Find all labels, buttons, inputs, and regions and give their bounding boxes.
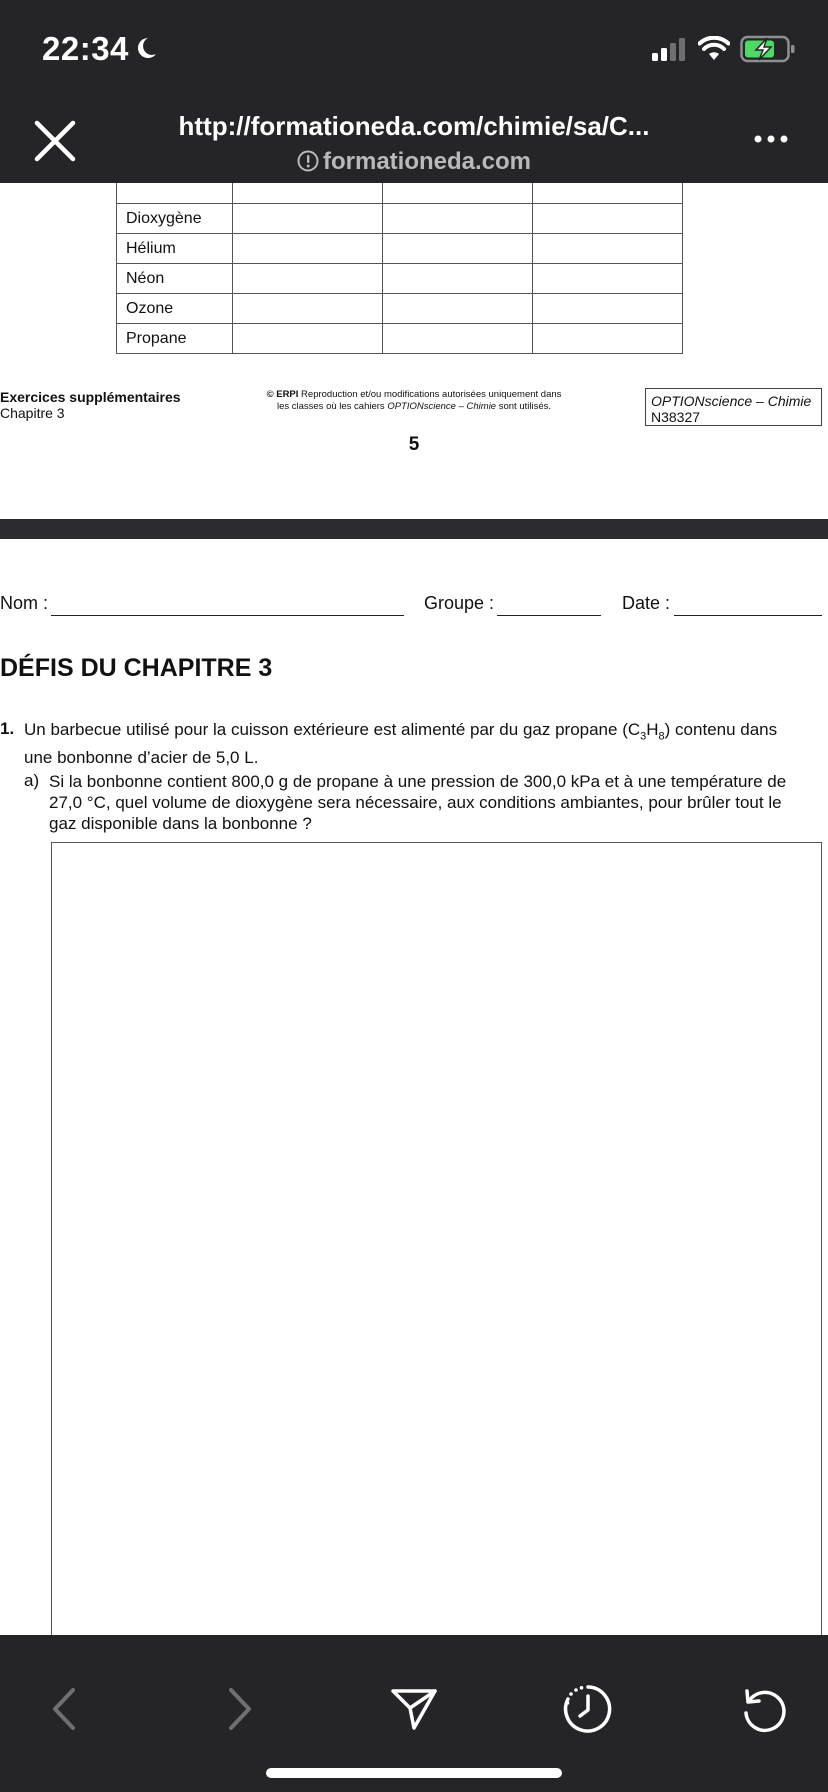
gas-table <box>116 183 683 354</box>
copyright-line1: Reproduction et/ou modifications autorisées uniquement dans <box>298 389 562 400</box>
table-cell <box>233 264 383 294</box>
table-cell <box>533 324 683 354</box>
url-text[interactable]: http://formationeda.com/chimie/sa/C... <box>178 111 650 141</box>
nom-label: Nom : <box>0 593 49 613</box>
book-code-box <box>645 388 822 426</box>
reload-button[interactable] <box>736 1681 792 1737</box>
table-cell <box>383 234 533 264</box>
table-cell <box>383 324 533 354</box>
footer-chapter: Chapitre 3 <box>0 405 65 421</box>
table-cell <box>383 183 533 204</box>
table-cell <box>533 234 683 264</box>
gas-name: Ozone <box>117 294 233 324</box>
status-time: 22:34 <box>42 30 129 67</box>
table-row <box>117 294 683 324</box>
footer-title: Exercices supplémentaires <box>0 389 181 405</box>
part-text: Si la bonbonne contient 800,0 g de propane à une pression de 300,0 kPa et à une température de 27,0 °C, quel volume de dioxygène sera nécessaire, aux conditions ambiantes, pour brûler tout le gaz disponible dans la bonbonne ? <box>49 772 787 833</box>
table-cell <box>383 204 533 234</box>
table-cell <box>533 183 683 204</box>
table-cell <box>233 204 383 234</box>
footer-left <box>0 389 181 421</box>
home-indicator[interactable] <box>266 1768 562 1778</box>
date-line <box>674 615 822 616</box>
history-button[interactable] <box>560 1681 616 1737</box>
wifi-icon <box>698 36 730 62</box>
table-cell <box>383 264 533 294</box>
copyright-notice <box>244 389 584 413</box>
gas-name: Néon <box>117 264 233 294</box>
table-cell <box>233 294 383 324</box>
part-label: a) <box>24 771 40 790</box>
browser-top-bar <box>0 0 828 183</box>
table-row <box>117 234 683 264</box>
forward-button[interactable] <box>212 1681 268 1737</box>
close-icon[interactable] <box>32 118 78 164</box>
nom-line <box>51 615 404 616</box>
groupe-label: Groupe : <box>424 593 495 613</box>
gas-name: Propane <box>117 324 233 354</box>
groupe-line <box>497 615 601 616</box>
table-cell <box>117 183 233 204</box>
copyright-line2-em: OPTIONscience – Chimie <box>387 401 497 412</box>
table-cell <box>233 234 383 264</box>
copyright-line2-post: sont utilisés. <box>496 401 552 412</box>
table-cell <box>533 264 683 294</box>
table-row <box>117 204 683 234</box>
question-number: 1. <box>0 719 15 738</box>
share-icon <box>390 1687 438 1731</box>
info-icon <box>297 150 319 172</box>
forward-icon <box>225 1686 255 1732</box>
book-title: OPTIONscience – Chimie <box>651 393 812 409</box>
reload-icon <box>740 1685 788 1733</box>
history-icon <box>562 1683 614 1735</box>
table-cell <box>383 294 533 324</box>
subscript: 8 <box>658 730 665 743</box>
table-cell <box>233 324 383 354</box>
chapter-title: DÉFIS DU CHAPITRE 3 <box>0 654 273 682</box>
battery-charging-icon <box>740 35 796 63</box>
date-label: Date : <box>622 593 671 613</box>
back-icon <box>49 1686 79 1732</box>
domain-label <box>120 148 708 176</box>
page-separator <box>0 519 828 539</box>
subscript: 3 <box>640 730 647 743</box>
table-cell <box>533 204 683 234</box>
copyright-brand: © ERPI <box>266 389 299 400</box>
book-code: N38327 <box>651 409 701 425</box>
gas-name: Hélium <box>117 234 233 264</box>
question-text: Un barbecue utilisé pour la cuisson extérieure est alimenté par du gaz propane $(C_3H_8)$ contenu dans une bonbonne d’acier de 5,0 L. <box>24 720 778 768</box>
pdf-document-view[interactable] <box>0 183 828 1635</box>
back-button[interactable] <box>36 1681 92 1737</box>
table-row <box>117 324 683 354</box>
table-cell <box>533 294 683 324</box>
page-number: 5 <box>408 434 420 455</box>
answer-box <box>51 842 822 1635</box>
table-row <box>117 183 683 204</box>
more-icon[interactable] <box>754 134 788 144</box>
table-row <box>117 264 683 294</box>
domain-text: formationeda.com <box>322 148 532 175</box>
copyright-line2-pre: les classes où les cahiers <box>276 401 388 412</box>
table-cell <box>233 183 383 204</box>
gas-name: Dioxygène <box>117 204 233 234</box>
moon-icon <box>136 36 158 60</box>
share-button[interactable] <box>386 1681 442 1737</box>
signal-icon <box>652 38 690 62</box>
browser-bottom-toolbar <box>0 1635 828 1792</box>
